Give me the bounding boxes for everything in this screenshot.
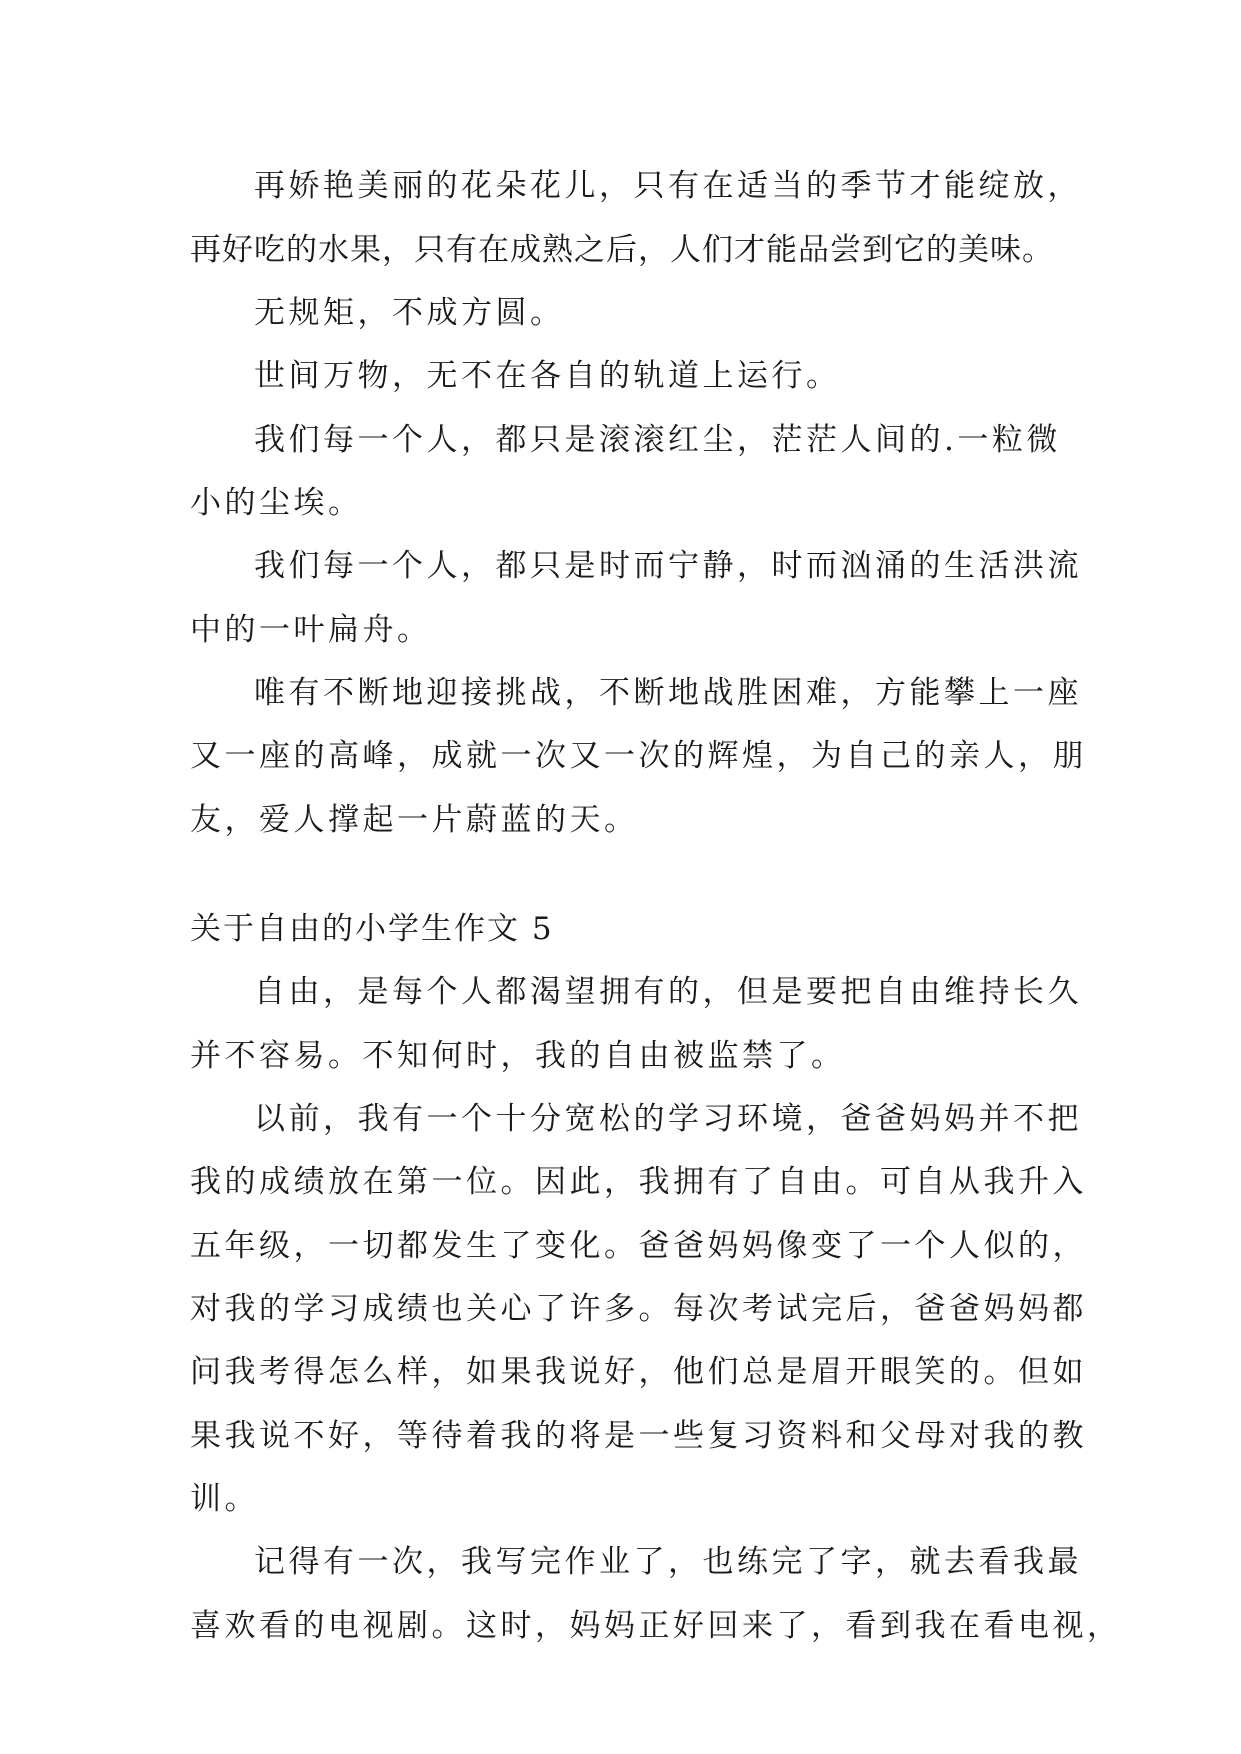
paragraph-line: 并不容易。不知何时，我的自由被监禁了。 — [190, 1038, 846, 1074]
paragraph-line: 记得有一次，我写完作业了，也练完了字，就去看我最 — [254, 1544, 1082, 1580]
paragraph-line: 喜欢看的电视剧。这时，妈妈正好回来了，看到我在看电视， — [190, 1608, 1122, 1644]
paragraph-line: 我的成绩放在第一位。因此，我拥有了自由。可自从我升入 — [190, 1164, 1087, 1200]
paragraph-line: 训。 — [190, 1481, 259, 1517]
paragraph-line: 世间万物，无不在各自的轨道上运行。 — [254, 358, 841, 394]
paragraph-line: 自由，是每个人都渴望拥有的，但是要把自由维持长久 — [254, 974, 1082, 1010]
paragraph-line: 以前，我有一个十分宽松的学习环境，爸爸妈妈并不把 — [254, 1101, 1082, 1137]
paragraph-line: 再好吃的水果，只有在成熟之后，人们才能品尝到它的美味。 — [190, 232, 1054, 268]
section-heading: 关于自由的小学生作文 5 — [190, 911, 554, 947]
paragraph-line: 我们每一个人，都只是滚滚红尘，茫茫人间的.一粒微 — [254, 422, 1061, 458]
paragraph-line: 小的尘埃。 — [190, 485, 363, 521]
paragraph-line: 中的一叶扁舟。 — [190, 612, 432, 648]
paragraph-line: 五年级，一切都发生了变化。爸爸妈妈像变了一个人似的， — [190, 1228, 1087, 1264]
paragraph-line: 我们每一个人，都只是时而宁静，时而汹涌的生活洪流 — [254, 548, 1082, 584]
paragraph-line: 又一座的高峰，成就一次又一次的辉煌，为自己的亲人，朋 — [190, 738, 1087, 774]
paragraph-line: 唯有不断地迎接挑战，不断地战胜困难，方能攀上一座 — [254, 675, 1082, 711]
paragraph-line: 友，爱人撑起一片蔚蓝的天。 — [190, 802, 639, 838]
paragraph-line: 无规矩，不成方圆。 — [254, 295, 565, 331]
paragraph-line: 再娇艳美丽的花朵花儿，只有在适当的季节才能绽放， — [254, 168, 1082, 204]
paragraph-line: 对我的学习成绩也关心了许多。每次考试完后，爸爸妈妈都 — [190, 1291, 1087, 1327]
paragraph-line: 问我考得怎么样，如果我说好，他们总是眉开眼笑的。但如 — [190, 1354, 1087, 1390]
paragraph-line: 果我说不好，等待着我的将是一些复习资料和父母对我的教 — [190, 1418, 1087, 1454]
